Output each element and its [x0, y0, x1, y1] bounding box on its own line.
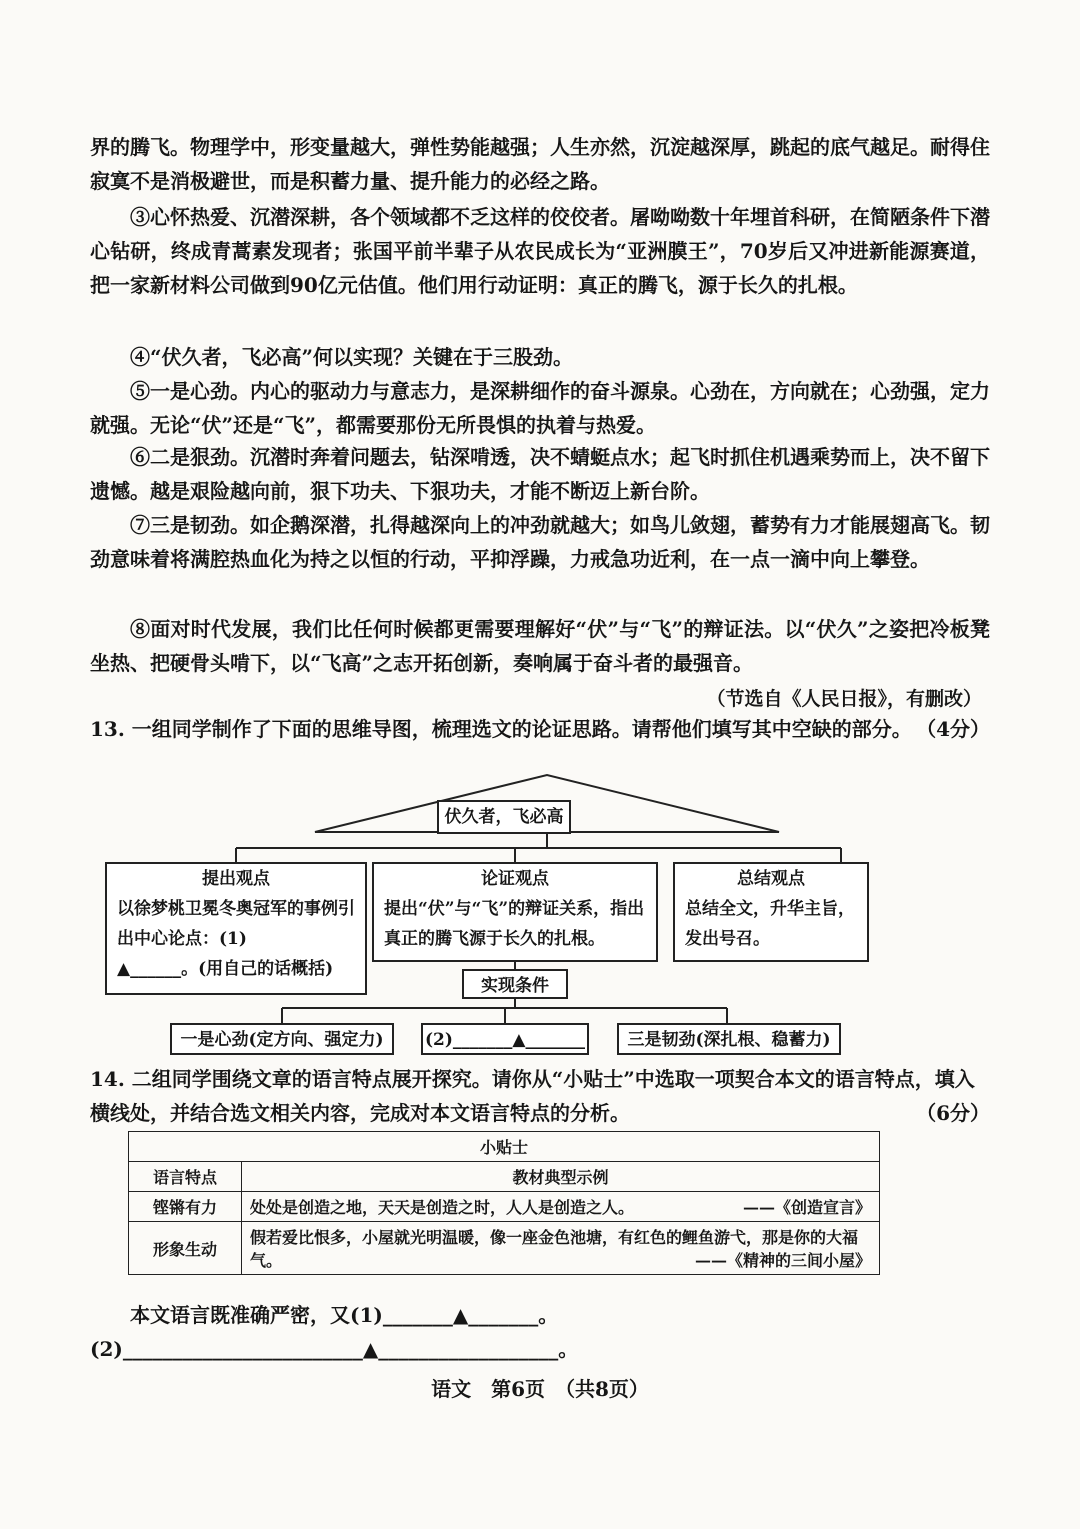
mindmap-right-box — [673, 862, 869, 962]
answer-line[interactable]: 本文语言既准确严密，又(1)_______▲_______。(2)________________________▲__________________。 — [90, 1303, 579, 1361]
mindmap-left-box — [105, 862, 367, 995]
mindmap-middle-box[interactable] — [372, 862, 658, 962]
passage-paragraph-6: ⑦三是韧劲。如企鹅深潜，扎得越深向上的冲劲就越大；如鸟儿敛翅，蓄势有力才能展翅高飞。韧劲意味着将满腔热血化为持之以恒的行动，平抑浮躁，力戒急功近利，在一点一滴中向上攀登。 — [90, 513, 990, 571]
mindmap-title-box: 伏久者，飞必高 — [437, 800, 571, 834]
mindmap-condition-box: 实现条件 — [462, 969, 568, 999]
question-14 — [90, 1062, 990, 1130]
question-13-text: 13. 一组同学制作了下面的思维导图，梳理选文的论证思路。请帮他们填写其中空缺的部分。 — [90, 717, 912, 741]
passage-paragraph-5: ⑥二是狠劲。沉潜时奔着问题去，钻深啃透，决不蜻蜓点水；起飞时抓住机遇乘势而上，决不留下遗憾。越是艰险越向前，狠下功夫、下狠功夫，才能不断迈上新台阶。 — [90, 445, 990, 503]
passage-paragraph-7: ⑧面对时代发展，我们比任何时候都更需要理解好“伏”与“飞”的辩证法。以“伏久”之姿把冷板凳坐热、把硬骨头啃下，以“飞高”之志开拓创新，奏响属于奋斗者的最强音。 — [90, 617, 990, 675]
mindmap-left-title: 提出观点 — [202, 869, 270, 889]
tips-row1-feature: 铿锵有力 — [129, 1192, 242, 1222]
passage-paragraph-1: 界的腾飞。物理学中，形变量越大，弹性势能越强；人生亦然，沉淀越深厚，跳起的底气越足。耐得住寂寞不是消极避世，而是积蓄力量、提升能力的必经之路。 — [90, 135, 990, 193]
mindmap-right-text: 总结全文，升华主旨，发出号召。 — [685, 899, 855, 949]
passage-paragraph-3: ④“伏久者，飞必高”何以实现？关键在于三股劲。 — [130, 345, 574, 369]
passage-source: （节选自《人民日报》，有删改） — [706, 688, 982, 710]
tips-row1-example — [242, 1192, 880, 1222]
question-14-score: （6分） — [916, 1101, 990, 1125]
passage-paragraph-4: ⑤一是心劲。内心的驱动力与意志力，是深耕细作的奋斗源泉。心劲在，方向就在；心劲强，定力就强。无论“伏”还是“飞”，都需要那份无所畏惧的执着与热爱。 — [90, 379, 990, 437]
mindmap-condition-1: 一是心劲(定方向、强定力) — [170, 1023, 394, 1055]
tips-row1-quote: 处处是创造之地，天天是创造之时，人人是创造之人。 — [250, 1198, 635, 1217]
page-footer: 语文 第6页 （共8页） — [431, 1377, 649, 1401]
tips-header-feature: 语言特点 — [129, 1162, 242, 1192]
mindmap-left-tail: ▲______。(用自己的话概括) — [117, 959, 334, 979]
tips-row2-feature: 形象生动 — [129, 1222, 242, 1275]
mindmap-left-text: 以徐梦桃卫冕冬奥冠军的事例引出中心论点：(1) — [117, 899, 355, 949]
mindmap-condition-3: 三是韧劲(深扎根、稳蓄力) — [617, 1023, 841, 1055]
tips-row2-example — [242, 1222, 880, 1275]
tips-row2-quote: 假若爱比恨多，小屋就光明温暖，像一座金色池塘，有红色的鲤鱼游弋，那是你的大福气。 — [250, 1228, 859, 1270]
mindmap-middle-title: 论证观点 — [481, 869, 549, 889]
mindmap-right-title: 总结观点 — [737, 869, 805, 889]
mindmap-condition-2: (2)_______▲_______ — [421, 1023, 589, 1055]
mindmap-middle-text: 提出“伏”与“飞”的辩证关系，指出真正的腾飞源于长久的扎根。 — [384, 899, 645, 949]
passage-paragraph-2: ③心怀热爱、沉潜深耕，各个领域都不乏这样的佼佼者。屠呦呦数十年埋首科研，在简陋条件下潜心钻研，终成青蒿素发现者；张国平前半辈子从农民成长为“亚洲膜王”，70岁后又冲进新能源赛道，把一家新材料公司做到90亿元估值。他们用行动证明：真正的腾飞，源于长久的扎根。 — [90, 205, 990, 297]
tips-row2-source: ——《精神的三间小屋》 — [694, 1251, 871, 1270]
tips-title: 小贴士 — [129, 1132, 880, 1162]
question-13-score: （4分） — [916, 717, 990, 741]
tips-row1-source: ——《创造宣言》 — [742, 1198, 871, 1217]
tips-header-example: 教材典型示例 — [242, 1162, 880, 1192]
tips-table — [128, 1131, 880, 1275]
question-14-text: 14. 二组同学围绕文章的语言特点展开探究。请你从“小贴士”中选取一项契合本文的语言特点，填入横线处，并结合选文相关内容，完成对本文语言特点的分析。 — [90, 1067, 975, 1125]
